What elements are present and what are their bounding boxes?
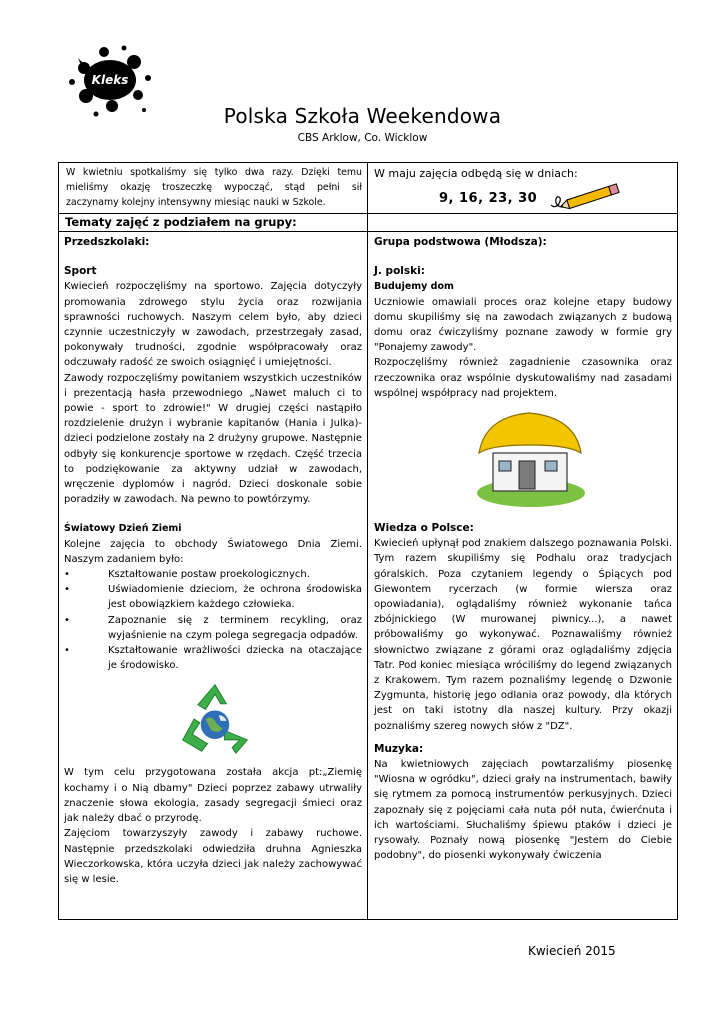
earth-day-title: Światowy Dzień Ziemi	[64, 523, 182, 535]
list-item: • Kształtowanie postaw proekologicznych.	[64, 569, 310, 581]
polish-title: J. polski:	[374, 265, 425, 278]
sport-title: Sport	[64, 265, 97, 278]
wiedza-text: Kwiecień upłynął pod znakiem dalszego poznawania Polski. Tym razem skupiliśmy się Podhalu oraz tradycjach góralskich. Poza czytaniem legendy o Śpiących pod Giewontem rycerzach (w formie wiersza oraz opowiadania), oglądaliśmy również wykonanie tańca zbójnickiego (W murowanej piwnicy...), a nawet próbowaliśmy go wykonywać. Poznawaliśmy również słownictwo związane z górami oraz oglądaliśmy zdjęcia Tatr. Pod koniec miesiąca wróciliśmy do legend związanych z Krakowem. Tym razem poznaliśmy legendę o Dzwonie Zygmunta, historię jego odlania oraz powody, dla których jest on taki istotny dla naszej kultury. Przy okazji poznaliśmy szereg nowych słów z "DZ".	[374, 538, 672, 732]
intro-text: W kwietniu spotkaliśmy się tylko dwa razy. Dzięki temu mieliśmy okazję troszeczkę wypocząć, stąd pełni sił zaczynamy kolejny intensywny miesiąc nauki w Szkole.	[66, 167, 362, 208]
music-text: Na kwietniowych zajęciach powtarzaliśmy piosenkę "Wiosna w ogródku", dzieci grały na instrumentach, bawiły się rytmem za pomocą instrumentów perkusyjnych. Dzieci zapoznały się z pojęciami cała nuta pół nuta, ćwierćnuta i ich wartościami. Słuchaliśmy śpiewu ptaków i dzieci je rysowały. Poznały nową piosenkę "Jestem do Ciebie podobny", do piosenki wykonywały ćwiczenia	[374, 759, 672, 862]
newsletter-table	[58, 162, 678, 920]
sport-text: Kwiecień rozpoczęliśmy na sportowo. Zajęcia dotyczyły promowania zdrowego stylu życia oraz rozwijania sprawności ruchowych. Naszym celem było, aby dzieci czynnie uczestniczyły w zawodach, przestrzegały zasad, pokonywały trudności, zgodnie współpracowały oraz odczuwały radość ze swoich osiągnięć i umiejętności.	[64, 281, 362, 369]
pencil-icon	[549, 181, 629, 213]
house-image	[471, 407, 587, 511]
right-column	[374, 235, 672, 864]
list-item: • Uświadomienie dzieciom, że ochrona środowiska jest obowiązkiem każdego człowieka.	[64, 584, 362, 611]
logo-text: Kleks	[91, 73, 129, 87]
group-title-primary: Grupa podstwowa (Młodsza):	[374, 236, 547, 248]
column-divider	[367, 163, 368, 919]
music-title: Muzyka:	[374, 742, 424, 755]
polish-text-2: Rozpoczęliśmy również zagadnienie czasownika oraz rzeczownika oraz wspólnie dyskutowaliśmy nad zasadami wspólnej współpracy nad projektem.	[374, 357, 672, 399]
earth-day-text-2: W tym celu przygotowana została akcja pt:„Ziemię kochamy i o Nią dbamy" Dzieci poprzez zabawy utrwaliły znaczenie słowa ekologia, zasady segregacji śmieci oraz jak należy dbać o przyrodę.	[64, 767, 362, 825]
earth-day-text-3: Zajęciom towarzyszyły zawody i zabawy ruchowe. Następnie przedszkolaki odwiedziła druhna Agnieszka Wieczorkowska, która uczyła dzieci jak należy zachowywać się w lesie.	[64, 828, 362, 885]
row-divider	[59, 213, 677, 214]
left-column	[64, 235, 362, 887]
dates-values: 9, 16, 23, 30	[439, 191, 538, 206]
house-icon	[477, 413, 585, 507]
earth-day-text: Kolejne zajęcia to obchody Światowego Dnia Ziemi. Naszym zadaniem było:	[64, 538, 362, 565]
topics-heading: Tematy zajęć z podziałem na grupy:	[65, 215, 297, 229]
page-subtitle: CBS Arklow, Co. Wicklow	[297, 132, 428, 144]
dates-label: W maju zajęcia odbędą się w dniach:	[374, 167, 578, 180]
row-divider	[59, 231, 677, 232]
polish-subtitle: Budujemy dom	[374, 281, 454, 293]
group-title-preschool: Przedszkolaki:	[64, 236, 150, 248]
list-item: • Kształtowanie wrażliwości dziecka na otaczające je środowisko.	[64, 645, 362, 672]
sport-text-2: Zawody rozpoczęliśmy powitaniem wszystkich uczestników i prezentacją hasła przewodniego „Nawet maluch ci to powie - sport to zdrowie!" W drugiej części nastąpiło rozdzielenie drużyn i wybranie kapitanów (Hania i Julka)-dzieci podzielone zostały na 2 drużyny grupowe. Następnie odbyły się konkurencje sportowe w rzędach. Część trzecia to podziękowanie za aktywny udział w zawodach, wręczenie dyplomów i nagród. Dzieci doskonale sobie poradziły w zawodach. Na pewno to powtórzymy.	[64, 372, 362, 506]
page-title: Polska Szkoła Weekendowa	[223, 104, 502, 128]
recycle-earth-image	[177, 681, 253, 757]
wiedza-title: Wiedza o Polsce:	[374, 522, 474, 535]
list-item: • Zapoznanie się z terminem recykling, oraz wyjaśnienie na czym polega segregacja odpadów.	[64, 614, 362, 641]
footer-date: Kwiecień 2015	[528, 944, 616, 958]
polish-text: Uczniowie omawiali proces oraz kolejne etapy budowy domu skupiliśmy się na zawodach związanych z budową domu oraz ćwiczyliśmy poznane zawody w formie gry "Ponajemy zawody".	[374, 296, 672, 354]
